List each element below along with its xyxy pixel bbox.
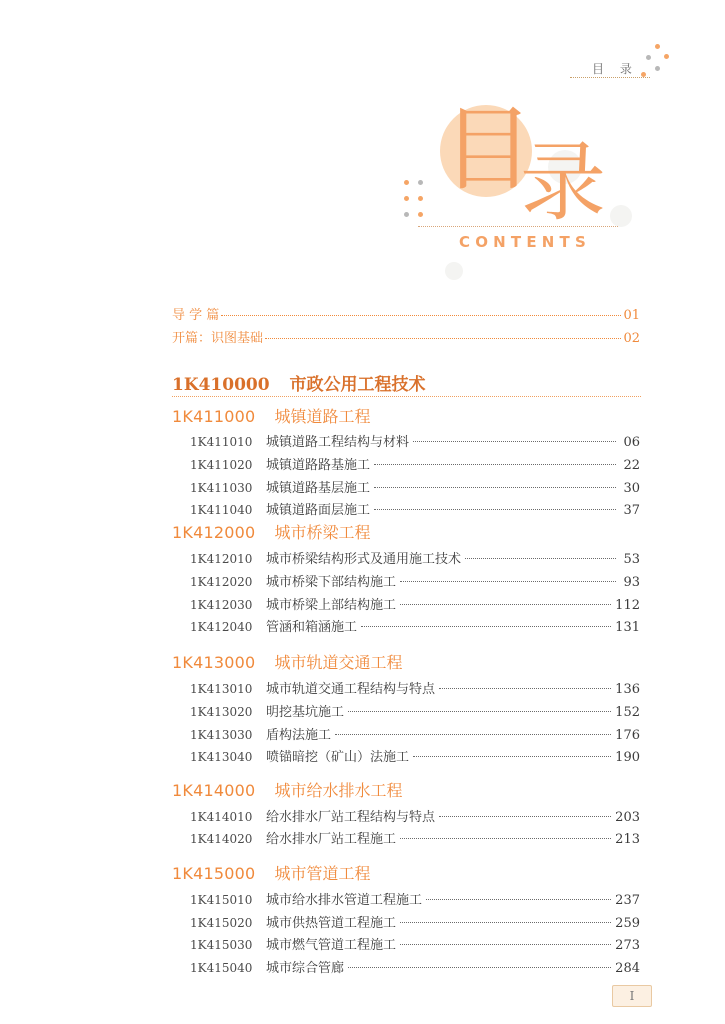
dot-leader <box>374 464 616 465</box>
chapter-heading[interactable] <box>172 520 370 543</box>
chapter-heading[interactable] <box>172 404 370 427</box>
decor-dot <box>646 55 651 60</box>
page-number: 190 <box>615 750 640 765</box>
dot-leader <box>426 899 611 900</box>
entry-code: 1K413030 <box>190 728 253 742</box>
entry-title: 给水排水厂站工程结构与特点 <box>266 810 436 825</box>
toc-entry[interactable] <box>190 746 640 765</box>
entry-code: 1K412020 <box>190 575 253 589</box>
toc-entry[interactable] <box>190 431 640 450</box>
decor-dot <box>404 196 409 201</box>
page-number: 203 <box>615 810 640 825</box>
dot-leader <box>400 922 611 923</box>
dot-leader <box>400 581 616 582</box>
entry-title: 城镇道路路基施工 <box>266 458 371 473</box>
decor-dot <box>418 196 423 201</box>
dot-leader <box>413 441 616 442</box>
page-number: 176 <box>615 728 640 743</box>
entry-title: 城镇道路基层施工 <box>266 481 371 496</box>
dot-leader <box>361 626 611 627</box>
decor-dot <box>404 180 409 185</box>
chapter-title: 城市管道工程 <box>274 864 371 883</box>
dot-leader <box>465 558 616 559</box>
dot-leader <box>439 816 611 817</box>
entry-code: 1K413040 <box>190 750 253 764</box>
main-section-rule <box>172 396 641 397</box>
entry-code: 1K411020 <box>190 458 253 472</box>
entry-title: 城市燃气管道工程施工 <box>266 938 397 953</box>
main-section-code: 1K410000 <box>172 375 270 395</box>
decor-dot <box>404 212 409 217</box>
toc-entry[interactable] <box>190 701 640 720</box>
dot-leader <box>400 944 611 945</box>
chapter-heading[interactable] <box>172 650 402 673</box>
page-number: 284 <box>615 961 640 976</box>
entry-title: 城市桥梁下部结构施工 <box>266 575 397 590</box>
entry-title: 城市轨道交通工程结构与特点 <box>266 682 436 697</box>
chapter-title: 城市给水排水工程 <box>274 781 403 800</box>
decor-circle <box>445 262 463 280</box>
chapter-heading[interactable] <box>172 778 402 801</box>
chapter-code: 1K415000 <box>172 864 256 883</box>
entry-title: 城市综合管廊 <box>266 961 345 976</box>
page-number: 213 <box>615 832 640 847</box>
entry-code: 1K412030 <box>190 598 253 612</box>
entry-title: 城市给水排水管道工程施工 <box>266 893 423 908</box>
dot-leader <box>400 838 611 839</box>
entry-code: 1K412010 <box>190 552 253 566</box>
entry-code: 1K411030 <box>190 481 253 495</box>
toc-entry[interactable] <box>190 889 640 908</box>
toc-entry[interactable] <box>190 934 640 953</box>
page-number: 131 <box>615 620 640 635</box>
entry-code: 1K415010 <box>190 893 253 907</box>
entry-title: 盾构法施工 <box>266 728 332 743</box>
folio: I <box>612 985 652 1007</box>
page-number: 93 <box>623 575 640 590</box>
contents-heading: CONTENTS <box>459 233 591 251</box>
toc-entry[interactable] <box>190 571 640 590</box>
page-number: 30 <box>623 481 640 496</box>
entry-title: 城市桥梁结构形式及通用施工技术 <box>266 552 462 567</box>
entry-title: 城镇道路工程结构与材料 <box>266 435 410 450</box>
page-number: 259 <box>615 916 640 931</box>
toc-entry[interactable] <box>190 806 640 825</box>
toc-entry[interactable] <box>190 499 640 518</box>
chapter-title: 城镇道路工程 <box>274 407 371 426</box>
entry-title: 给水排水厂站工程施工 <box>266 832 397 847</box>
intro-label: 导 学 篇 <box>172 308 220 323</box>
entry-title: 明挖基坑施工 <box>266 705 345 720</box>
toc-entry[interactable] <box>190 724 640 743</box>
entry-code: 1K414010 <box>190 810 253 824</box>
entry-title: 管涵和箱涵施工 <box>266 620 358 635</box>
decor-dot <box>664 54 669 59</box>
dot-leader <box>374 509 616 510</box>
toc-entry[interactable] <box>190 678 640 697</box>
chapter-code: 1K411000 <box>172 407 256 426</box>
page-number: 22 <box>623 458 640 473</box>
dot-leader <box>413 756 611 757</box>
toc-entry[interactable] <box>190 594 640 613</box>
entry-code: 1K415040 <box>190 961 253 975</box>
intro-row[interactable] <box>172 327 640 346</box>
decor-dot <box>418 180 423 185</box>
page-number: 01 <box>623 308 640 323</box>
decor-circle <box>610 205 632 227</box>
page-number: 37 <box>623 503 640 518</box>
dot-leader <box>348 967 611 968</box>
decor-dot <box>655 44 660 49</box>
main-section-title: 市政公用工程技术 <box>289 375 426 395</box>
chapter-heading[interactable] <box>172 861 370 884</box>
page-number: 112 <box>615 598 640 613</box>
running-title-rule <box>570 77 650 78</box>
title-char-lu: 录 <box>520 133 606 233</box>
entry-code: 1K415020 <box>190 916 253 930</box>
entry-title: 城市桥梁上部结构施工 <box>266 598 397 613</box>
entry-code: 1K411010 <box>190 435 253 449</box>
entry-code: 1K413020 <box>190 705 253 719</box>
chapter-code: 1K413000 <box>172 653 256 672</box>
chapter-title: 城市轨道交通工程 <box>274 653 403 672</box>
entry-title: 城市供热管道工程施工 <box>266 916 397 931</box>
dot-leader <box>335 734 611 735</box>
page-number: 237 <box>615 893 640 908</box>
entry-code: 1K412040 <box>190 620 253 634</box>
page-number: 53 <box>623 552 640 567</box>
page-number: 273 <box>615 938 640 953</box>
entry-code: 1K413010 <box>190 682 253 696</box>
main-section-heading[interactable] <box>172 370 426 395</box>
intro-label: 开篇：识图基础 <box>172 331 264 346</box>
toc-entry[interactable] <box>190 616 640 635</box>
toc-entry[interactable] <box>190 548 640 567</box>
dot-leader <box>221 315 621 316</box>
toc-entry[interactable] <box>190 454 640 473</box>
intro-row[interactable] <box>172 304 640 323</box>
toc-entry[interactable] <box>190 957 640 976</box>
entry-title: 城镇道路面层施工 <box>266 503 371 518</box>
toc-entry[interactable] <box>190 912 640 931</box>
dot-leader <box>265 338 621 339</box>
page-number: 06 <box>623 435 640 450</box>
running-title: 目 录 <box>592 62 638 76</box>
toc-entry[interactable] <box>190 477 640 496</box>
entry-title: 喷锚暗挖（矿山）法施工 <box>266 750 410 765</box>
dot-leader <box>374 487 616 488</box>
entry-code: 1K411040 <box>190 503 253 517</box>
page-number: 02 <box>623 331 640 346</box>
chapter-code: 1K414000 <box>172 781 256 800</box>
entry-code: 1K415030 <box>190 938 253 952</box>
chapter-code: 1K412000 <box>172 523 256 542</box>
toc-entry[interactable] <box>190 828 640 847</box>
contents-rule <box>418 226 618 227</box>
dot-leader <box>400 604 611 605</box>
entry-code: 1K414020 <box>190 832 253 846</box>
decor-dot <box>655 66 660 71</box>
decor-dot <box>418 212 423 217</box>
decor-dot <box>641 72 646 77</box>
page-number: 152 <box>615 705 640 720</box>
dot-leader <box>439 688 611 689</box>
page-number: 136 <box>615 682 640 697</box>
chapter-title: 城市桥梁工程 <box>274 523 371 542</box>
title-char-mu: 目 <box>442 96 535 203</box>
dot-leader <box>348 711 611 712</box>
